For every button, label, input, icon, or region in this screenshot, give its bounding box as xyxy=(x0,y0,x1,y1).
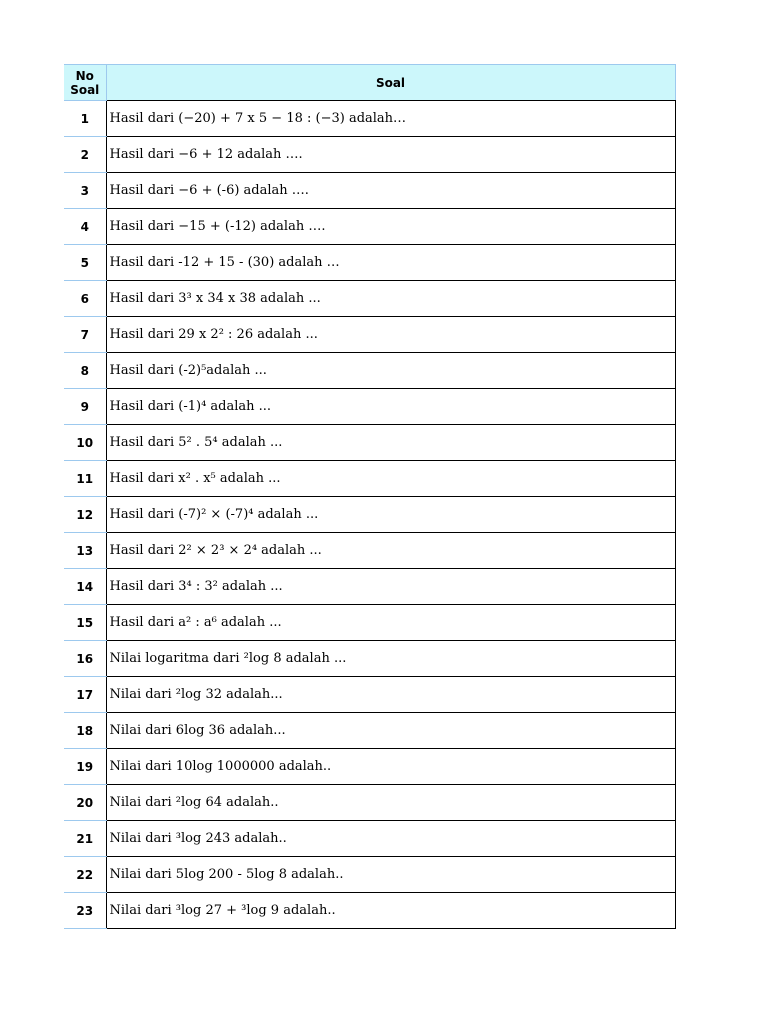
question-text: Hasil dari a² : a⁶ adalah ... xyxy=(106,605,675,641)
question-table xyxy=(64,64,676,929)
question-number: 12 xyxy=(64,497,106,533)
question-text: Hasil dari 2² × 2³ × 2⁴ adalah ... xyxy=(106,533,675,569)
table-row xyxy=(64,281,675,317)
question-number: 17 xyxy=(64,677,106,713)
table-row xyxy=(64,785,675,821)
table-row xyxy=(64,893,675,929)
question-number: 8 xyxy=(64,353,106,389)
table-row xyxy=(64,821,675,857)
table-row xyxy=(64,605,675,641)
table-row xyxy=(64,857,675,893)
column-header-soal-label: Soal xyxy=(375,75,406,90)
question-text: Nilai dari 5log 200 - 5log 8 adalah.. xyxy=(106,857,675,893)
table-row xyxy=(64,101,675,137)
question-number: 22 xyxy=(64,857,106,893)
question-text: Hasil dari 5² . 5⁴ adalah ... xyxy=(106,425,675,461)
question-number: 14 xyxy=(64,569,106,605)
column-header-no-soal xyxy=(64,65,106,101)
question-number: 9 xyxy=(64,389,106,425)
table-row xyxy=(64,713,675,749)
question-number: 7 xyxy=(64,317,106,353)
table-row xyxy=(64,749,675,785)
question-number: 2 xyxy=(64,137,106,173)
question-number: 16 xyxy=(64,641,106,677)
question-number: 18 xyxy=(64,713,106,749)
question-number: 19 xyxy=(64,749,106,785)
question-text: Hasil dari (−20) + 7 x 5 − 18 : (−3) adalah… xyxy=(106,101,675,137)
table-row xyxy=(64,641,675,677)
question-text: Hasil dari (-2)⁵adalah ... xyxy=(106,353,675,389)
question-number: 23 xyxy=(64,893,106,929)
header-row xyxy=(64,65,675,101)
question-text: Hasil dari −15 + (-12) adalah …. xyxy=(106,209,675,245)
question-text: Hasil dari (-1)⁴ adalah ... xyxy=(106,389,675,425)
question-text: Hasil dari 3⁴ : 3² adalah ... xyxy=(106,569,675,605)
question-number: 10 xyxy=(64,425,106,461)
table-row xyxy=(64,569,675,605)
column-header-no-soal-label: No Soal xyxy=(70,68,100,97)
question-text: Hasil dari 3³ x 34 x 38 adalah ... xyxy=(106,281,675,317)
question-text: Nilai dari ³log 27 + ³log 9 adalah.. xyxy=(106,893,675,929)
question-number: 4 xyxy=(64,209,106,245)
question-number: 13 xyxy=(64,533,106,569)
question-text: Nilai dari 6log 36 adalah... xyxy=(106,713,675,749)
table-row xyxy=(64,461,675,497)
question-number: 20 xyxy=(64,785,106,821)
question-number: 6 xyxy=(64,281,106,317)
question-text: Hasil dari (-7)² × (-7)⁴ adalah ... xyxy=(106,497,675,533)
question-text: Nilai dari ²log 64 adalah.. xyxy=(106,785,675,821)
question-number: 3 xyxy=(64,173,106,209)
question-number: 5 xyxy=(64,245,106,281)
question-text: Hasil dari −6 + (-6) adalah …. xyxy=(106,173,675,209)
table-row xyxy=(64,173,675,209)
question-number: 15 xyxy=(64,605,106,641)
question-text: Nilai logaritma dari ²log 8 adalah ... xyxy=(106,641,675,677)
question-number: 11 xyxy=(64,461,106,497)
question-text: Nilai dari 10log 1000000 adalah.. xyxy=(106,749,675,785)
question-text: Hasil dari −6 + 12 adalah …. xyxy=(106,137,675,173)
table-row xyxy=(64,533,675,569)
table-row xyxy=(64,497,675,533)
table-row xyxy=(64,677,675,713)
table-row xyxy=(64,425,675,461)
question-number: 1 xyxy=(64,101,106,137)
question-sheet xyxy=(64,64,675,929)
question-text: Nilai dari ²log 32 adalah... xyxy=(106,677,675,713)
question-text: Hasil dari x² . x⁵ adalah ... xyxy=(106,461,675,497)
table-row xyxy=(64,389,675,425)
table-row xyxy=(64,317,675,353)
table-row xyxy=(64,245,675,281)
table-row xyxy=(64,353,675,389)
table-row xyxy=(64,209,675,245)
question-text: Nilai dari ³log 243 adalah.. xyxy=(106,821,675,857)
question-text: Hasil dari 29 x 2² : 26 adalah ... xyxy=(106,317,675,353)
column-header-soal xyxy=(106,65,675,101)
question-number: 21 xyxy=(64,821,106,857)
question-text: Hasil dari -12 + 15 - (30) adalah … xyxy=(106,245,675,281)
table-row xyxy=(64,137,675,173)
